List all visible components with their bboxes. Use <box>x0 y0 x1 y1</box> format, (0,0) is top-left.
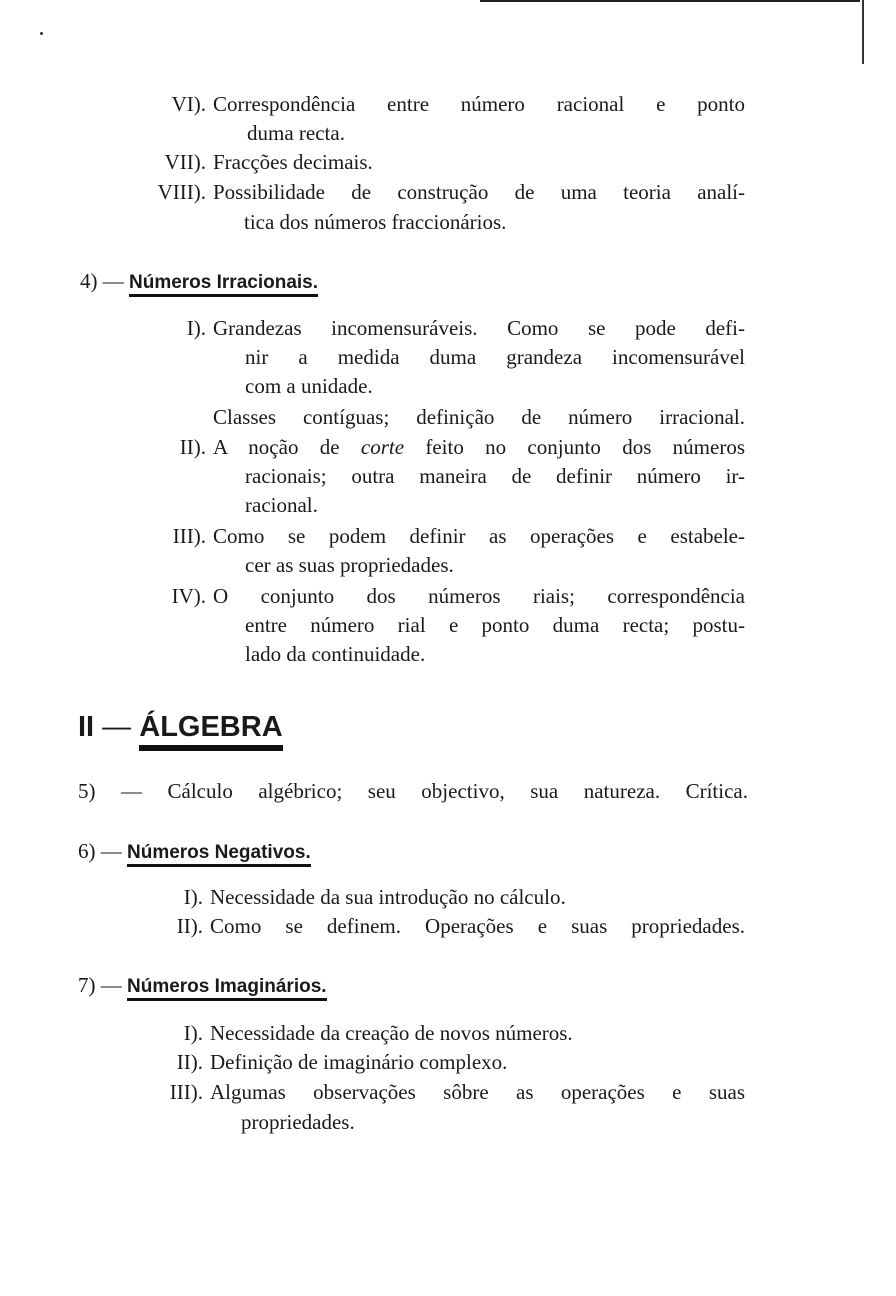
page-right-edge <box>862 0 864 64</box>
section-heading-6: 6) — Números Negativos. <box>78 836 311 868</box>
part-heading-algebra: II — ÁLGEBRA <box>78 708 283 746</box>
section-heading-5: 5) — Cálculo algébrico; seu objectivo, sua natureza. Crítica. <box>78 779 748 803</box>
document-page: VI). Correspondência entre número racional e ponto duma recta. VII). Fracções decimais. VIII). Possibilidade de construção de uma teoria analí- tica dos números fraccionários. 4) — Números Irracionais. I). Grandezas incomensuráveis. Como se pode defi- nir a medida duma grandeza incomensurável com a unidade. Classes contíguas; definição de número irracional. II). A noção de corte feito no conjunto dos números racionais; outra maneira de definir número ir- racional. III). Como se podem definir as operações e estabele- cer as suas propriedades. IV). O conjunto dos números riais; correspondência entre número rial e ponto duma recta; postu- lado da continuidade. II — ÁLGEBRA 5) — Cálculo algébrico; seu objectivo, sua natureza. Crítica. 6) — Números Negativos. I). Necessidade da sua introdução no cálculo. II). Como se definem. Operações e suas propriedades. 7) — Números Imaginários. I). Necessidade da creação de novos números. II). Definição de imaginário complexo. III). Algumas observações sôbre as operações e suas propriedades. <box>0 0 896 1296</box>
scan-speck <box>40 32 43 35</box>
section-heading-7: 7) — Números Imaginários. <box>78 970 327 1002</box>
section-heading-4: 4) — Números Irracionais. <box>80 266 318 298</box>
page-top-border <box>480 0 860 2</box>
